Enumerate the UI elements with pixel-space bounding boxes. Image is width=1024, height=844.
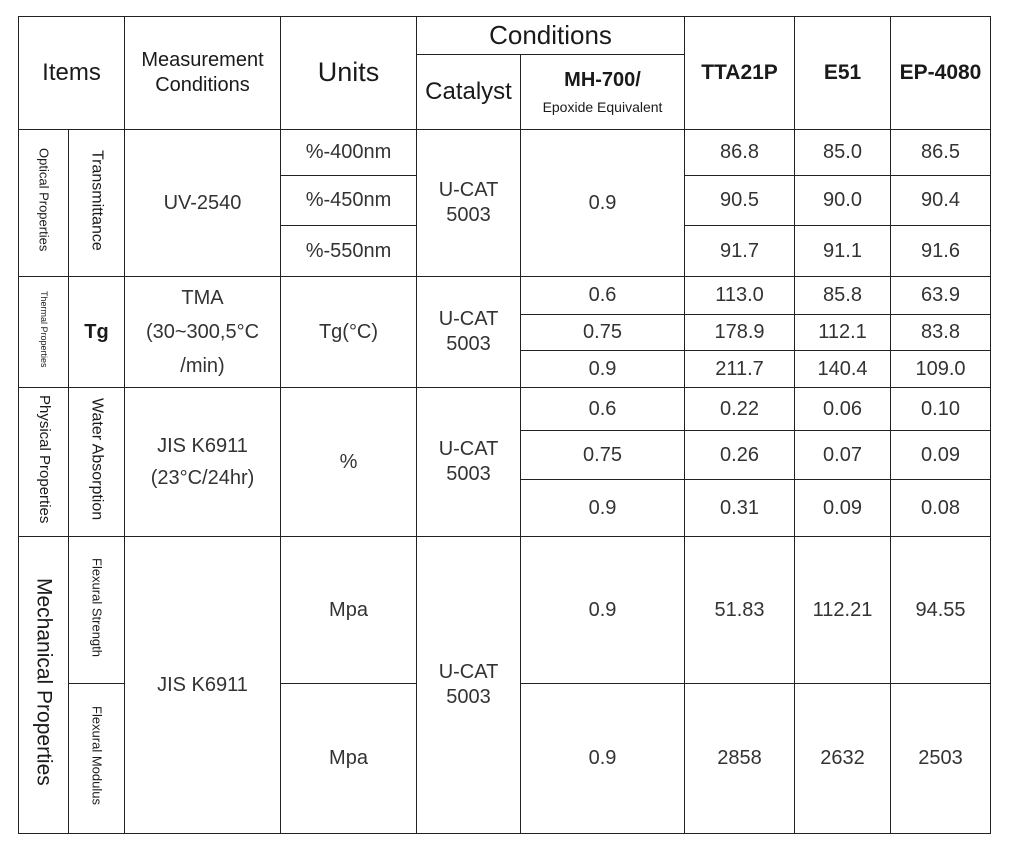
value-cell: 113.0 <box>685 277 795 315</box>
header-mh700 <box>521 55 685 130</box>
value-cell: 83.8 <box>891 315 991 351</box>
header-mh700-line2: Epoxide Equivalent <box>542 98 663 115</box>
value-cell: 94.55 <box>891 537 991 684</box>
unit-cell: Mpa <box>281 684 417 834</box>
table-row <box>19 537 991 684</box>
ratio-cell: 0.6 <box>521 277 685 315</box>
value-cell: 178.9 <box>685 315 795 351</box>
ratio-cell: 0.9 <box>521 684 685 834</box>
property-label: Water Absorption <box>88 397 106 521</box>
catalyst-cell: U-CAT 5003 <box>417 130 521 277</box>
value-cell: 0.22 <box>685 388 795 431</box>
group-mechanical <box>19 537 69 834</box>
value-cell: 86.5 <box>891 130 991 176</box>
group-optical <box>19 130 69 277</box>
method-cell: UV-2540 <box>125 130 281 277</box>
property-label: Flexural Modulus <box>89 706 105 805</box>
value-cell: 140.4 <box>795 351 891 388</box>
group-label: Physical Properties <box>35 394 53 524</box>
ratio-cell: 0.9 <box>521 537 685 684</box>
header-sample-ep4080: EP-4080 <box>891 17 991 130</box>
ratio-cell: 0.9 <box>521 351 685 388</box>
table-row <box>19 277 991 315</box>
value-cell: 91.1 <box>795 226 891 277</box>
ratio-cell: 0.75 <box>521 315 685 351</box>
value-cell: 112.1 <box>795 315 891 351</box>
value-cell: 0.07 <box>795 431 891 480</box>
value-cell: 85.0 <box>795 130 891 176</box>
value-cell: 211.7 <box>685 351 795 388</box>
unit-cell: %-450nm <box>281 176 417 226</box>
method-cell: JIS K6911 (23°C/24hr) <box>125 388 281 537</box>
value-cell: 63.9 <box>891 277 991 315</box>
value-cell: 90.5 <box>685 176 795 226</box>
table-row <box>19 130 991 176</box>
header-items: Items <box>19 17 125 130</box>
unit-cell: %-400nm <box>281 130 417 176</box>
value-cell: 0.09 <box>891 431 991 480</box>
header-sample-tta21p: TTA21P <box>685 17 795 130</box>
catalyst-cell: U-CAT 5003 <box>417 277 521 388</box>
method-cell: JIS K6911 <box>125 537 281 834</box>
group-label: Thermal Properties <box>39 290 50 368</box>
value-cell: 90.4 <box>891 176 991 226</box>
ratio-cell: 0.9 <box>521 480 685 537</box>
ratio-cell: 0.9 <box>521 130 685 277</box>
unit-cell: %-550nm <box>281 226 417 277</box>
unit-cell: Tg(°C) <box>281 277 417 388</box>
header-row <box>19 17 991 55</box>
property-label: Flexural Strength <box>89 557 105 657</box>
value-cell: 0.26 <box>685 431 795 480</box>
value-cell: 2503 <box>891 684 991 834</box>
value-cell: 2858 <box>685 684 795 834</box>
unit-cell: % <box>281 388 417 537</box>
header-units: Units <box>281 17 417 130</box>
property-flexural-modulus <box>69 684 125 834</box>
catalyst-cell: U-CAT 5003 <box>417 537 521 834</box>
value-cell: 0.06 <box>795 388 891 431</box>
value-cell: 91.7 <box>685 226 795 277</box>
catalyst-cell: U-CAT 5003 <box>417 388 521 537</box>
group-thermal <box>19 277 69 388</box>
method-cell: TMA (30~300,5°C /min) <box>125 277 281 388</box>
value-cell: 0.09 <box>795 480 891 537</box>
header-conditions: Conditions <box>417 17 685 55</box>
value-cell: 85.8 <box>795 277 891 315</box>
header-mh700-line1: MH-700/ <box>564 68 641 91</box>
group-label: Optical Properties <box>36 148 52 252</box>
value-cell: 91.6 <box>891 226 991 277</box>
header-sample-e51: E51 <box>795 17 891 130</box>
value-cell: 90.0 <box>795 176 891 226</box>
property-flexural-strength <box>69 537 125 684</box>
group-physical <box>19 388 69 537</box>
property-tg: Tg <box>69 277 125 388</box>
properties-table <box>18 16 991 834</box>
ratio-cell: 0.6 <box>521 388 685 431</box>
table-row <box>19 388 991 431</box>
group-label: Mechanical Properties <box>32 578 56 786</box>
value-cell: 51.83 <box>685 537 795 684</box>
ratio-cell: 0.75 <box>521 431 685 480</box>
property-transmittance <box>69 130 125 277</box>
value-cell: 2632 <box>795 684 891 834</box>
property-water-absorption <box>69 388 125 537</box>
unit-cell: Mpa <box>281 537 417 684</box>
value-cell: 0.10 <box>891 388 991 431</box>
value-cell: 0.08 <box>891 480 991 537</box>
value-cell: 109.0 <box>891 351 991 388</box>
value-cell: 86.8 <box>685 130 795 176</box>
value-cell: 0.31 <box>685 480 795 537</box>
property-label: Transmittance <box>88 149 106 251</box>
header-measurement-conditions: Measurement Conditions <box>125 17 281 130</box>
value-cell: 112.21 <box>795 537 891 684</box>
header-catalyst: Catalyst <box>417 55 521 130</box>
